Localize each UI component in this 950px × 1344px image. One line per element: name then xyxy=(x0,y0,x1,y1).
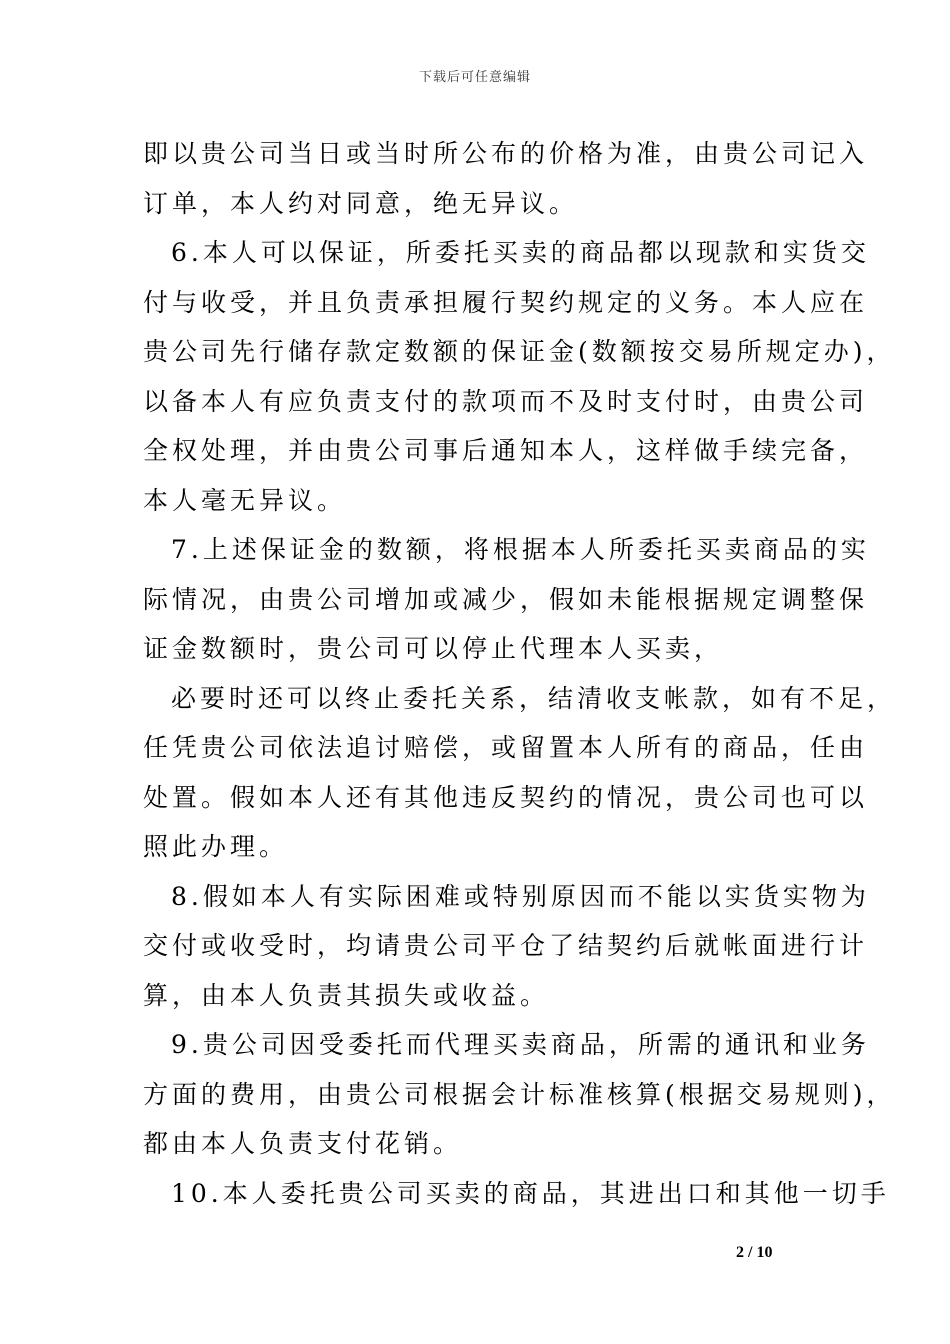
text-line: 算，由本人负责其损失或收益。 xyxy=(143,980,550,1010)
text-line: 交付或收受时，均请贵公司平仓了结契约后就帐面进行计 xyxy=(143,931,869,960)
text-line: 付与收受，并且负责承担履行契约规定的义务。本人应在 xyxy=(143,287,869,317)
document-body xyxy=(143,129,897,1218)
text-line: 本人毫无异议。 xyxy=(143,485,347,515)
text-line: 6.本人可以保证，所委托买卖的商品都以现款和实货交 xyxy=(171,238,870,267)
text-line: 任凭贵公司依法追讨赔偿，或留置本人所有的商品，任由 xyxy=(143,733,869,762)
page-header: 下载后可任意编辑 xyxy=(418,70,531,85)
text-line: 照此办理。 xyxy=(143,832,289,861)
text-line: 9.贵公司因受委托而代理买卖商品，所需的通讯和业务 xyxy=(171,1030,870,1059)
text-line: 7.上述保证金的数额，将根据本人所委托买卖商品的实 xyxy=(171,535,870,564)
text-line: 8.假如本人有实际困难或特别原因而不能以实货实物为 xyxy=(171,881,870,911)
text-line: 即以贵公司当日或当时所公布的价格为准，由贵公司记入 xyxy=(143,139,869,168)
page-number: 2 / 10 xyxy=(736,1244,773,1261)
text-line: 际情况，由贵公司增加或减少，假如未能根据规定调整保 xyxy=(143,584,869,614)
text-line: 必要时还可以终止委托关系，结清收支帐款，如有不足， xyxy=(171,683,897,713)
text-line: 10.本人委托贵公司买卖的商品，其进出口和其他一切手 xyxy=(171,1178,890,1208)
text-line: 全权处理，并由贵公司事后通知本人，这样做手续完备， xyxy=(143,436,869,465)
body-lines xyxy=(143,129,897,1218)
text-line: 证金数额时，贵公司可以停止代理本人买卖， xyxy=(143,634,724,663)
text-line: 方面的费用，由贵公司根据会计标准核算(根据交易规则)， xyxy=(143,1079,896,1109)
text-line: 处置。假如本人还有其他违反契约的情况，贵公司也可以 xyxy=(143,782,869,812)
text-line: 都由本人负责支付花销。 xyxy=(143,1129,463,1158)
text-line: 以备本人有应负责支付的款项而不及时支付时，由贵公司 xyxy=(143,386,869,416)
text-line: 贵公司先行储存款定数额的保证金(数额按交易所规定办)， xyxy=(143,337,896,366)
text-line: 订单，本人约对同意，绝无异议。 xyxy=(143,188,579,218)
